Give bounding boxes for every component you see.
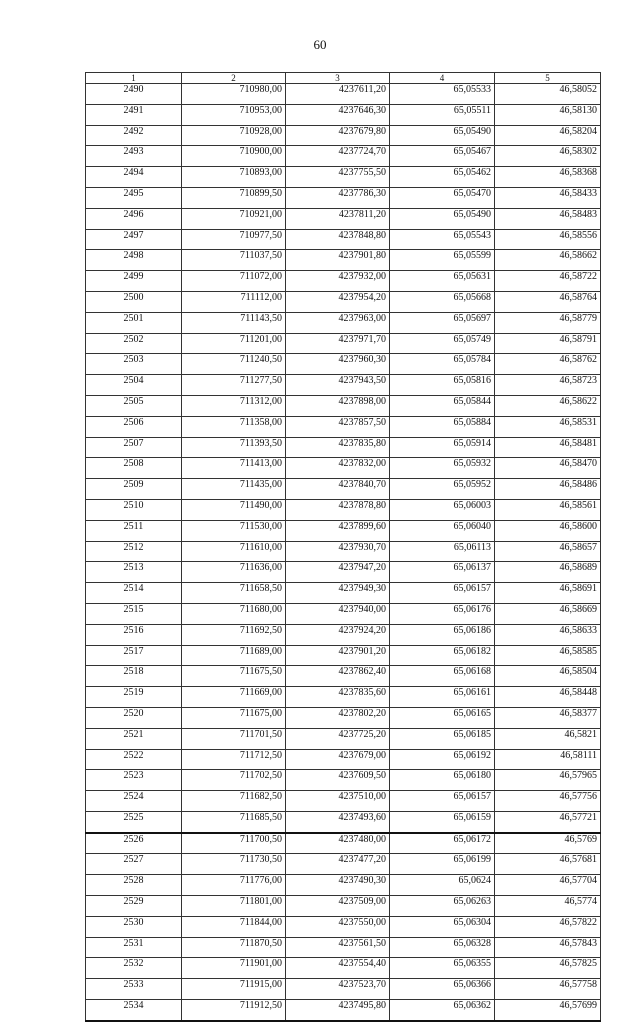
table-cell: 4237832,00	[286, 458, 390, 479]
table-cell: 46,58556	[495, 229, 601, 250]
table-row	[86, 84, 601, 105]
table-cell: 2491	[86, 104, 182, 125]
table-cell: 46,58762	[495, 354, 601, 375]
table-cell: 4237899,60	[286, 520, 390, 541]
table-cell: 2492	[86, 125, 182, 146]
table-cell: 2506	[86, 416, 182, 437]
table-row	[86, 833, 601, 854]
table-cell: 4237480,00	[286, 833, 390, 854]
table-cell: 46,57704	[495, 875, 601, 896]
table-cell: 2522	[86, 749, 182, 770]
table-cell: 46,58204	[495, 125, 601, 146]
table-cell: 2497	[86, 229, 182, 250]
table-cell: 4237947,20	[286, 562, 390, 583]
table-cell: 65,06176	[390, 603, 495, 624]
table-cell: 65,05533	[390, 84, 495, 105]
table-cell: 4237878,80	[286, 499, 390, 520]
table-cell: 46,58302	[495, 146, 601, 167]
table-cell: 4237802,20	[286, 707, 390, 728]
table-cell: 711435,00	[182, 479, 286, 500]
table-cell: 65,05599	[390, 250, 495, 271]
table-cell: 2511	[86, 520, 182, 541]
table-cell: 711072,00	[182, 271, 286, 292]
table-cell: 4237949,30	[286, 583, 390, 604]
table-cell: 46,5769	[495, 833, 601, 854]
table-cell: 46,58504	[495, 666, 601, 687]
table-row	[86, 375, 601, 396]
table-cell: 65,05749	[390, 333, 495, 354]
table-cell: 4237898,00	[286, 395, 390, 416]
table-row	[86, 854, 601, 875]
table-cell: 2505	[86, 395, 182, 416]
table-row	[86, 229, 601, 250]
table-cell: 65,05470	[390, 187, 495, 208]
table-cell: 711915,00	[182, 979, 286, 1000]
table-cell: 2525	[86, 811, 182, 832]
table-cell: 2495	[86, 187, 182, 208]
table-cell: 4237848,80	[286, 229, 390, 250]
table-cell: 2508	[86, 458, 182, 479]
coordinates-table	[85, 72, 601, 1022]
table-cell: 2513	[86, 562, 182, 583]
table-cell: 4237523,70	[286, 979, 390, 1000]
table-cell: 4237954,20	[286, 291, 390, 312]
table-cell: 65,06161	[390, 687, 495, 708]
table-cell: 4237554,40	[286, 958, 390, 979]
table-cell: 711240,50	[182, 354, 286, 375]
table-cell: 711701,50	[182, 728, 286, 749]
table-row	[86, 250, 601, 271]
table-cell: 65,06185	[390, 728, 495, 749]
table-cell: 2519	[86, 687, 182, 708]
table-cell: 65,06168	[390, 666, 495, 687]
table-cell: 4237477,20	[286, 854, 390, 875]
table-row	[86, 291, 601, 312]
table-cell: 65,05467	[390, 146, 495, 167]
table-body	[86, 84, 601, 1021]
table-cell: 65,06180	[390, 770, 495, 791]
table-cell: 4237960,30	[286, 354, 390, 375]
table-row	[86, 666, 601, 687]
table-cell: 65,06137	[390, 562, 495, 583]
table-row	[86, 271, 601, 292]
table-cell: 2512	[86, 541, 182, 562]
table-cell: 4237901,20	[286, 645, 390, 666]
table-cell: 46,5821	[495, 728, 601, 749]
table-row	[86, 479, 601, 500]
table-cell: 65,06172	[390, 833, 495, 854]
table-cell: 711669,00	[182, 687, 286, 708]
table-cell: 4237811,20	[286, 208, 390, 229]
table-cell: 4237901,80	[286, 250, 390, 271]
table-cell: 65,06362	[390, 1000, 495, 1021]
table-cell: 711712,50	[182, 749, 286, 770]
table-cell: 46,58723	[495, 375, 601, 396]
table-cell: 710900,00	[182, 146, 286, 167]
table-cell: 65,06366	[390, 979, 495, 1000]
table-cell: 46,57721	[495, 811, 601, 832]
table-cell: 46,58600	[495, 520, 601, 541]
table-cell: 46,58531	[495, 416, 601, 437]
table-cell: 4237930,70	[286, 541, 390, 562]
table-cell: 710953,00	[182, 104, 286, 125]
table-cell: 4237679,00	[286, 749, 390, 770]
table-cell: 4237857,50	[286, 416, 390, 437]
column-header-5: 5	[495, 73, 601, 84]
table-cell: 4237509,00	[286, 896, 390, 917]
table-row	[86, 146, 601, 167]
table-cell: 4237943,50	[286, 375, 390, 396]
table-cell: 711312,00	[182, 395, 286, 416]
table-cell: 46,58689	[495, 562, 601, 583]
table-cell: 4237550,00	[286, 916, 390, 937]
table-cell: 2531	[86, 937, 182, 958]
table-cell: 46,58052	[495, 84, 601, 105]
table-cell: 65,05844	[390, 395, 495, 416]
table-cell: 711844,00	[182, 916, 286, 937]
table-cell: 711393,50	[182, 437, 286, 458]
table-cell: 4237609,50	[286, 770, 390, 791]
table-row	[86, 979, 601, 1000]
table-row	[86, 875, 601, 896]
table-cell: 4237725,20	[286, 728, 390, 749]
table-cell: 711680,00	[182, 603, 286, 624]
table-cell: 4237679,80	[286, 125, 390, 146]
table-cell: 46,58433	[495, 187, 601, 208]
table-cell: 2530	[86, 916, 182, 937]
table-cell: 46,58691	[495, 583, 601, 604]
table-cell: 711870,50	[182, 937, 286, 958]
table-cell: 711685,50	[182, 811, 286, 832]
table-cell: 46,58481	[495, 437, 601, 458]
column-header-1: 1	[86, 73, 182, 84]
table-cell: 4237510,00	[286, 791, 390, 812]
table-cell: 46,58722	[495, 271, 601, 292]
table-cell: 2499	[86, 271, 182, 292]
table-cell: 65,05932	[390, 458, 495, 479]
table-cell: 65,06199	[390, 854, 495, 875]
table-cell: 711675,50	[182, 666, 286, 687]
table-cell: 2529	[86, 896, 182, 917]
table-cell: 711689,00	[182, 645, 286, 666]
table-cell: 65,06157	[390, 791, 495, 812]
table-cell: 4237493,60	[286, 811, 390, 832]
table-cell: 46,58764	[495, 291, 601, 312]
table-cell: 711358,00	[182, 416, 286, 437]
table-row	[86, 187, 601, 208]
table-cell: 2528	[86, 875, 182, 896]
table-row	[86, 937, 601, 958]
table-cell: 46,57822	[495, 916, 601, 937]
table-cell: 65,06040	[390, 520, 495, 541]
table-cell: 711201,00	[182, 333, 286, 354]
table-row	[86, 520, 601, 541]
table-cell: 711901,00	[182, 958, 286, 979]
table-cell: 711702,50	[182, 770, 286, 791]
column-header-4: 4	[390, 73, 495, 84]
table-cell: 46,58130	[495, 104, 601, 125]
table-cell: 2533	[86, 979, 182, 1000]
table-cell: 2527	[86, 854, 182, 875]
table-cell: 711658,50	[182, 583, 286, 604]
table-cell: 711037,50	[182, 250, 286, 271]
table-cell: 710980,00	[182, 84, 286, 105]
table-cell: 2494	[86, 167, 182, 188]
table-cell: 46,58791	[495, 333, 601, 354]
table-cell: 4237495,80	[286, 1000, 390, 1021]
table-cell: 2509	[86, 479, 182, 500]
table-cell: 711682,50	[182, 791, 286, 812]
table-cell: 711530,00	[182, 520, 286, 541]
table-cell: 2496	[86, 208, 182, 229]
table-row	[86, 395, 601, 416]
table-cell: 65,06186	[390, 624, 495, 645]
table-row	[86, 624, 601, 645]
table-cell: 2534	[86, 1000, 182, 1021]
table-row	[86, 583, 601, 604]
table-cell: 2502	[86, 333, 182, 354]
table-cell: 46,57825	[495, 958, 601, 979]
table-cell: 46,58669	[495, 603, 601, 624]
table-cell: 711730,50	[182, 854, 286, 875]
table-cell: 46,58662	[495, 250, 601, 271]
table-cell: 4237963,00	[286, 312, 390, 333]
table-cell: 46,58779	[495, 312, 601, 333]
table-cell: 4237971,70	[286, 333, 390, 354]
table-cell: 46,58470	[495, 458, 601, 479]
table-row	[86, 770, 601, 791]
table-cell: 711413,00	[182, 458, 286, 479]
table-cell: 2514	[86, 583, 182, 604]
table-cell: 46,58486	[495, 479, 601, 500]
table-cell: 711143,50	[182, 312, 286, 333]
table-cell: 2517	[86, 645, 182, 666]
table-cell: 65,05697	[390, 312, 495, 333]
table-cell: 46,57699	[495, 1000, 601, 1021]
table-cell: 46,58368	[495, 167, 601, 188]
table-cell: 65,05784	[390, 354, 495, 375]
table-cell: 46,57681	[495, 854, 601, 875]
table-cell: 2501	[86, 312, 182, 333]
table-row	[86, 562, 601, 583]
table-cell: 46,58483	[495, 208, 601, 229]
table-cell: 711490,00	[182, 499, 286, 520]
table-cell: 65,06165	[390, 707, 495, 728]
table-cell: 2524	[86, 791, 182, 812]
table-cell: 2521	[86, 728, 182, 749]
table-row	[86, 958, 601, 979]
column-header-2: 2	[182, 73, 286, 84]
table-cell: 4237755,50	[286, 167, 390, 188]
table-cell: 65,05668	[390, 291, 495, 312]
page-number: 60	[313, 37, 327, 52]
table-cell: 65,05462	[390, 167, 495, 188]
table-cell: 46,57965	[495, 770, 601, 791]
table-cell: 2515	[86, 603, 182, 624]
table-cell: 65,06355	[390, 958, 495, 979]
table-cell: 711692,50	[182, 624, 286, 645]
table-row	[86, 603, 601, 624]
table-row	[86, 354, 601, 375]
table-cell: 65,05490	[390, 208, 495, 229]
table-cell: 711912,50	[182, 1000, 286, 1021]
table-cell: 46,58657	[495, 541, 601, 562]
table-cell: 4237840,70	[286, 479, 390, 500]
table-cell: 711610,00	[182, 541, 286, 562]
table-cell: 65,06003	[390, 499, 495, 520]
table-row	[86, 333, 601, 354]
table-cell: 710893,00	[182, 167, 286, 188]
table-cell: 65,06304	[390, 916, 495, 937]
table-cell: 4237786,30	[286, 187, 390, 208]
table-cell: 4237862,40	[286, 666, 390, 687]
table-row	[86, 687, 601, 708]
table-cell: 4237490,30	[286, 875, 390, 896]
table-cell: 710921,00	[182, 208, 286, 229]
table-cell: 4237646,30	[286, 104, 390, 125]
table-cell: 46,57758	[495, 979, 601, 1000]
table-cell: 65,0624	[390, 875, 495, 896]
table-cell: 711636,00	[182, 562, 286, 583]
table-cell: 46,58448	[495, 687, 601, 708]
table-cell: 46,58633	[495, 624, 601, 645]
table-cell: 46,58377	[495, 707, 601, 728]
table-row	[86, 896, 601, 917]
table-row	[86, 811, 601, 832]
table-cell: 65,06157	[390, 583, 495, 604]
table-cell: 65,05952	[390, 479, 495, 500]
table-cell: 2500	[86, 291, 182, 312]
table-cell: 65,06328	[390, 937, 495, 958]
table-cell: 2532	[86, 958, 182, 979]
column-header-3: 3	[286, 73, 390, 84]
table-cell: 2520	[86, 707, 182, 728]
table-cell: 2507	[86, 437, 182, 458]
table-cell: 2503	[86, 354, 182, 375]
table-cell: 4237724,70	[286, 146, 390, 167]
table-cell: 2526	[86, 833, 182, 854]
table-cell: 711801,00	[182, 896, 286, 917]
table-cell: 65,05631	[390, 271, 495, 292]
table-row	[86, 125, 601, 146]
table-cell: 4237561,50	[286, 937, 390, 958]
table-cell: 46,58561	[495, 499, 601, 520]
table-row	[86, 728, 601, 749]
table-cell: 711700,50	[182, 833, 286, 854]
table-cell: 2523	[86, 770, 182, 791]
table-header-row	[86, 73, 601, 84]
table-cell: 65,05816	[390, 375, 495, 396]
table-row	[86, 541, 601, 562]
table-cell: 65,06182	[390, 645, 495, 666]
table-cell: 65,05511	[390, 104, 495, 125]
table-cell: 2518	[86, 666, 182, 687]
table-row	[86, 749, 601, 770]
table-cell: 65,06113	[390, 541, 495, 562]
table-cell: 711277,50	[182, 375, 286, 396]
table-cell: 710928,00	[182, 125, 286, 146]
table-row	[86, 707, 601, 728]
table-row	[86, 312, 601, 333]
table-row	[86, 499, 601, 520]
table-cell: 65,05543	[390, 229, 495, 250]
table-cell: 710977,50	[182, 229, 286, 250]
table-cell: 46,58111	[495, 749, 601, 770]
table-cell: 46,58585	[495, 645, 601, 666]
table-cell: 65,05490	[390, 125, 495, 146]
table-row	[86, 416, 601, 437]
table-cell: 65,06263	[390, 896, 495, 917]
table-cell: 2493	[86, 146, 182, 167]
table-row	[86, 104, 601, 125]
table-cell: 65,05914	[390, 437, 495, 458]
table-cell: 4237940,00	[286, 603, 390, 624]
table-cell: 4237835,60	[286, 687, 390, 708]
table-row	[86, 167, 601, 188]
table-cell: 46,57843	[495, 937, 601, 958]
table-cell: 4237932,00	[286, 271, 390, 292]
table-row	[86, 645, 601, 666]
table-cell: 65,06159	[390, 811, 495, 832]
table-row	[86, 916, 601, 937]
table-cell: 4237835,80	[286, 437, 390, 458]
table-cell: 46,5774	[495, 896, 601, 917]
table-cell: 711112,00	[182, 291, 286, 312]
table-row	[86, 791, 601, 812]
table-cell: 46,58622	[495, 395, 601, 416]
table-cell: 4237924,20	[286, 624, 390, 645]
table-cell: 46,57756	[495, 791, 601, 812]
table-cell: 2510	[86, 499, 182, 520]
table-row	[86, 1000, 601, 1021]
table-cell: 710899,50	[182, 187, 286, 208]
table-cell: 4237611,20	[286, 84, 390, 105]
table-cell: 711675,00	[182, 707, 286, 728]
table-row	[86, 208, 601, 229]
table-cell: 2490	[86, 84, 182, 105]
table-row	[86, 437, 601, 458]
table-cell: 65,05884	[390, 416, 495, 437]
table-row	[86, 458, 601, 479]
table-cell: 2504	[86, 375, 182, 396]
table-cell: 65,06192	[390, 749, 495, 770]
table-cell: 2516	[86, 624, 182, 645]
table-cell: 2498	[86, 250, 182, 271]
table-cell: 711776,00	[182, 875, 286, 896]
